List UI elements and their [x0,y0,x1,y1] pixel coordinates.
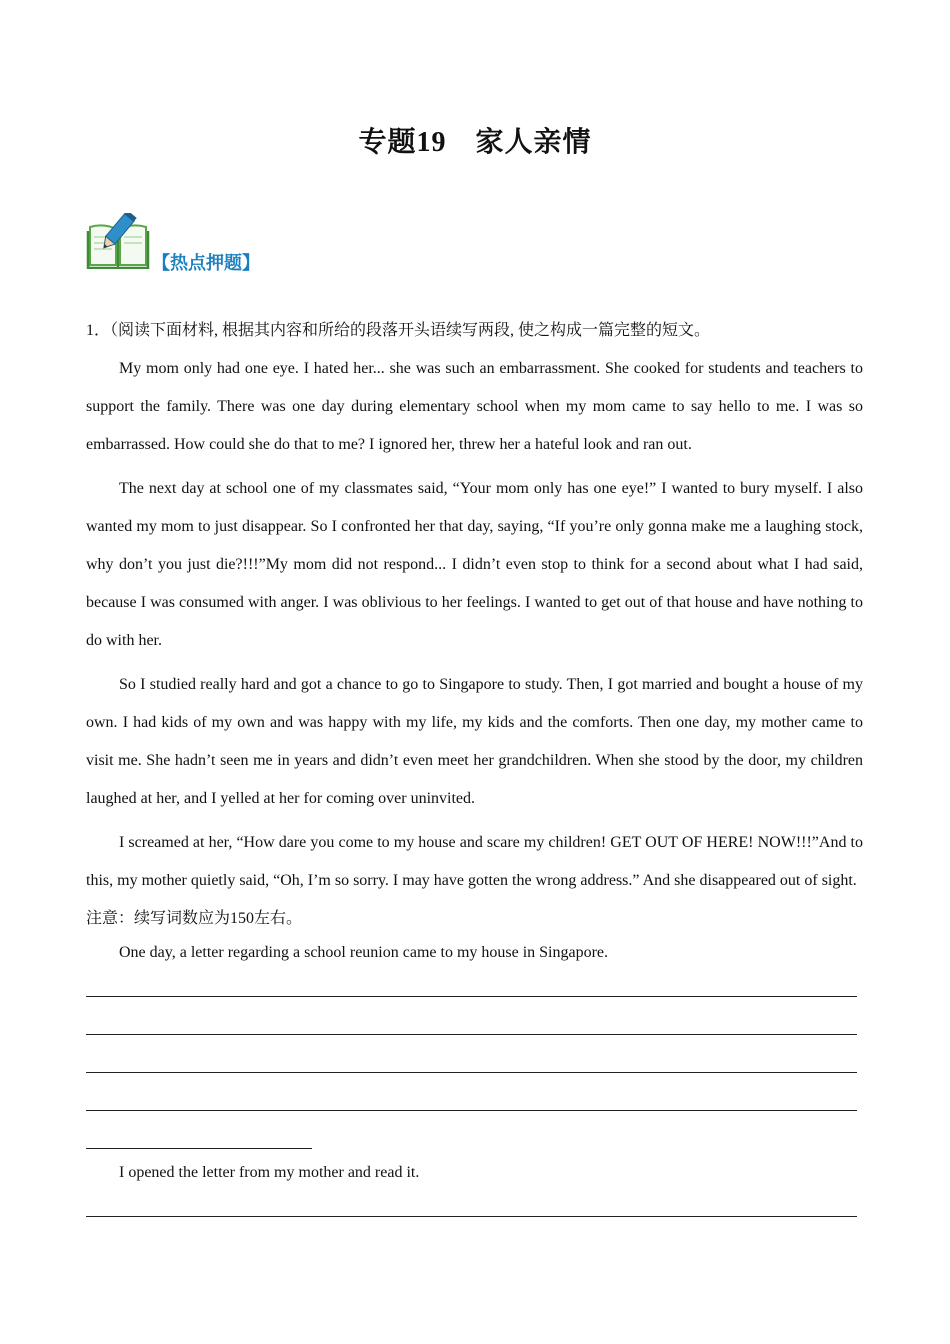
answer-line[interactable] [86,1006,863,1044]
story-paragraph: I screamed at her, “How dare you come to my house and scare my children! GET OUT OF HERE! NOW!!!”And to this, my mother quietly said, “Oh, I’m so sorry. I may have gotten the wrong address.” And she disappeared out of sight. [86,834,863,889]
section-header [86,213,386,273]
word-count-note: 注意：续写词数应为150左右。 [86,910,303,927]
story-paragraph: So I studied really hard and got a chance to go to Singapore to study. Then, I got married and bought a house of my own. I had kids of my own and was happy with my life, my kids and the comforts. Then one day, my mother came to visit me. She hadn’t seen me in years and didn’t even meet her grandchildren. When she stood by the door, my children laughed at her, and I yelled at her for coming over uninvited. [86,676,863,807]
answer-line[interactable] [86,1188,863,1226]
story-paragraph: My mom only had one eye. I hated her... she was such an embarrassment. She cooked for students and teachers to support the family. There was one day during elementary school when my mom came to say hello to me. I was so embarrassed. How could she do that to me? I ignored her, threw her a hateful look and ran out. [86,360,863,453]
answer-line[interactable] [86,1044,863,1082]
answer-line[interactable] [86,968,863,1006]
question-number: 1． [86,322,111,339]
question-instruction [86,318,863,344]
section-label: 【热点押题】 [152,253,260,273]
continuation-prompt-1: One day, a letter regarding a school reunion came to my house in Singapore. [119,944,609,961]
answer-line[interactable] [86,1120,863,1158]
book-pencil-icon [86,213,150,269]
page-title: 专题19 家人亲情 [358,127,592,158]
question-body [86,318,863,1226]
story-paragraph: The next day at school one of my classmates said, “Your mom only has one eye!” I wanted to bury myself. I also wanted my mom to just disappear. So I confronted her that day, saying, “If you’re only gonna make me a laughing stock, why don’t you just die?!!!”My mom did not respond... I didn’t even stop to think for a second about what I had said, because I was consumed with anger. I was oblivious to her feelings. I wanted to get out of that house and have nothing to do with her. [86,480,863,649]
answer-line[interactable] [86,1082,863,1120]
continuation-prompt-2: I opened the letter from my mother and read it. [119,1164,420,1181]
instruction-text: （阅读下面材料, 根据其内容和所给的段落开头语续写两段, 使之构成一篇完整的短文。 [110,322,711,339]
